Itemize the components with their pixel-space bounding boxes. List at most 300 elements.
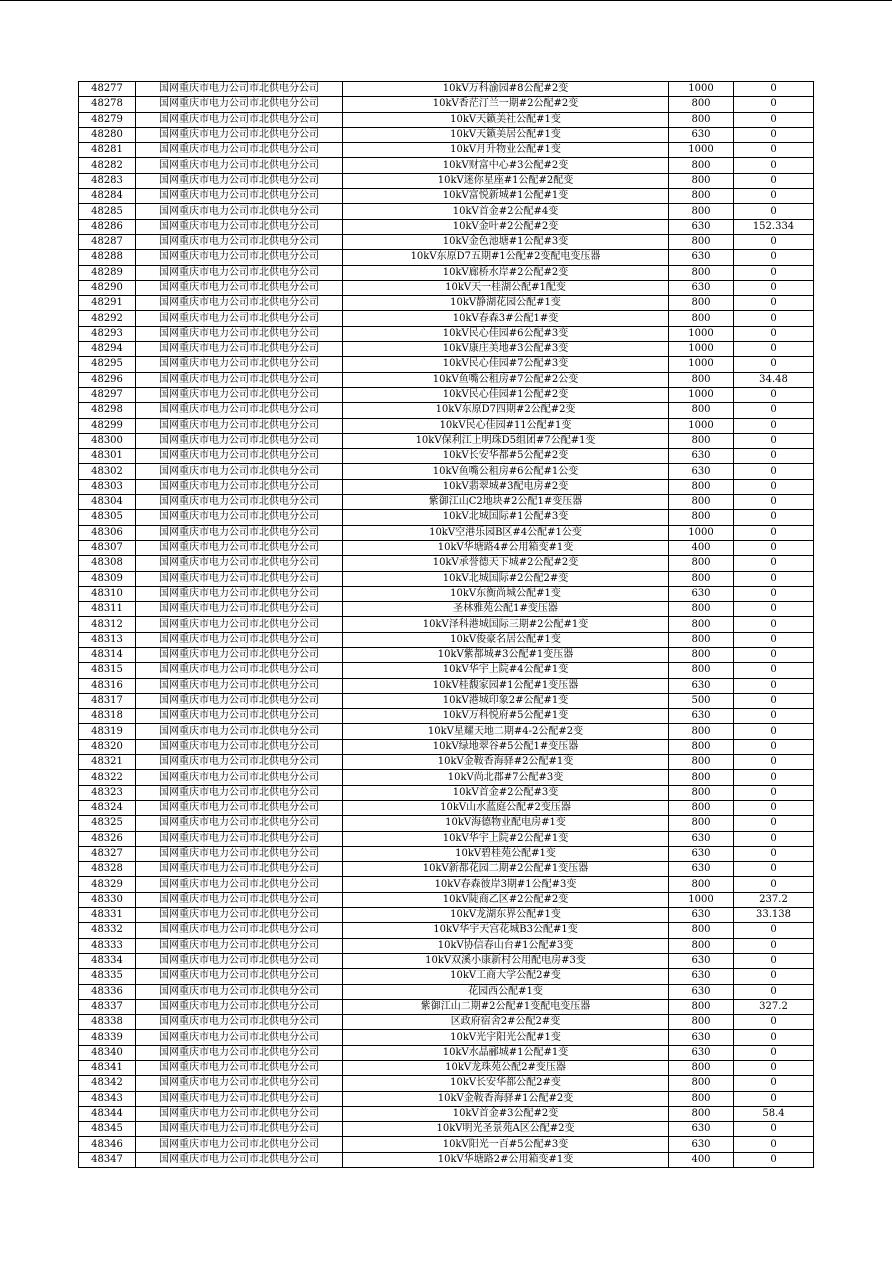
value-cell: 0	[734, 800, 814, 815]
transformer-name-cell: 10kV民心佳园#11公配#1变	[343, 418, 669, 433]
table-row	[79, 908, 814, 923]
value-cell: 152.334	[734, 219, 814, 234]
capacity-cell: 630	[669, 1030, 734, 1045]
row-id-cell: 48305	[79, 510, 136, 525]
capacity-cell: 500	[669, 693, 734, 708]
value-cell: 0	[734, 525, 814, 540]
transformer-name-cell: 10kV华宇上院#2公配#1变	[343, 831, 669, 846]
org-cell: 国网重庆市电力公司市北供电分公司	[136, 693, 343, 708]
org-cell: 国网重庆市电力公司市北供电分公司	[136, 219, 343, 234]
row-id-cell: 48294	[79, 342, 136, 357]
value-cell: 0	[734, 1045, 814, 1060]
org-cell: 国网重庆市电力公司市北供电分公司	[136, 556, 343, 571]
org-cell: 国网重庆市电力公司市北供电分公司	[136, 296, 343, 311]
transformer-name-cell: 10kV紫都城#3公配#1变压器	[343, 647, 669, 662]
table-row	[79, 739, 814, 754]
table-row	[79, 540, 814, 555]
row-id-cell: 48298	[79, 403, 136, 418]
table-row	[79, 510, 814, 525]
value-cell: 0	[734, 586, 814, 601]
value-cell: 0	[734, 158, 814, 173]
table-row	[79, 647, 814, 662]
table-row	[79, 831, 814, 846]
capacity-cell: 400	[669, 540, 734, 555]
org-cell: 国网重庆市电力公司市北供电分公司	[136, 540, 343, 555]
transformer-name-cell: 10kV长安华都#5公配#2变	[343, 449, 669, 464]
value-cell: 0	[734, 617, 814, 632]
transformer-name-cell: 10kV龙珠苑公配2#变压器	[343, 1061, 669, 1076]
org-cell: 国网重庆市电力公司市北供电分公司	[136, 816, 343, 831]
org-cell: 国网重庆市电力公司市北供电分公司	[136, 82, 343, 97]
table-row	[79, 755, 814, 770]
row-id-cell: 48319	[79, 724, 136, 739]
capacity-cell: 630	[669, 1137, 734, 1152]
transformer-name-cell: 10kV长安华都公配2#变	[343, 1076, 669, 1091]
transformer-name-cell: 10kV空港乐园B区#4公配#1公变	[343, 525, 669, 540]
org-cell: 国网重庆市电力公司市北供电分公司	[136, 464, 343, 479]
table-row	[79, 1076, 814, 1091]
org-cell: 国网重庆市电力公司市北供电分公司	[136, 1122, 343, 1137]
transformer-name-cell: 10kV华宇天宫花城B3公配#1变	[343, 923, 669, 938]
row-id-cell: 48318	[79, 709, 136, 724]
row-id-cell: 48340	[79, 1045, 136, 1060]
org-cell: 国网重庆市电力公司市北供电分公司	[136, 999, 343, 1014]
table-row	[79, 953, 814, 968]
value-cell: 0	[734, 1122, 814, 1137]
row-id-cell: 48306	[79, 525, 136, 540]
transformer-table	[78, 81, 814, 1168]
value-cell: 0	[734, 204, 814, 219]
capacity-cell: 800	[669, 158, 734, 173]
table-row	[79, 1152, 814, 1167]
capacity-cell: 800	[669, 755, 734, 770]
row-id-cell: 48344	[79, 1106, 136, 1121]
table-row	[79, 143, 814, 158]
org-cell: 国网重庆市电力公司市北供电分公司	[136, 785, 343, 800]
row-id-cell: 48303	[79, 479, 136, 494]
org-cell: 国网重庆市电力公司市北供电分公司	[136, 342, 343, 357]
transformer-name-cell: 10kV工商大学公配2#变	[343, 969, 669, 984]
table-row	[79, 204, 814, 219]
org-cell: 国网重庆市电力公司市北供电分公司	[136, 938, 343, 953]
org-cell: 国网重庆市电力公司市北供电分公司	[136, 1137, 343, 1152]
table-row	[79, 127, 814, 142]
row-id-cell: 48323	[79, 785, 136, 800]
org-cell: 国网重庆市电力公司市北供电分公司	[136, 1045, 343, 1060]
transformer-name-cell: 10kV新都花园二期#2公配#1变压器	[343, 862, 669, 877]
org-cell: 国网重庆市电力公司市北供电分公司	[136, 770, 343, 785]
value-cell: 0	[734, 189, 814, 204]
value-cell: 0	[734, 862, 814, 877]
org-cell: 国网重庆市电力公司市北供电分公司	[136, 387, 343, 402]
value-cell: 0	[734, 923, 814, 938]
value-cell: 0	[734, 296, 814, 311]
transformer-name-cell: 10kV华塘路4#公用箱变#1变	[343, 540, 669, 555]
transformer-name-cell: 10kV华宇上院#4公配#1变	[343, 663, 669, 678]
row-id-cell: 48332	[79, 923, 136, 938]
transformer-name-cell: 10kV迷你星座#1公配#2配变	[343, 173, 669, 188]
row-id-cell: 48316	[79, 678, 136, 693]
row-id-cell: 48299	[79, 418, 136, 433]
table-row	[79, 816, 814, 831]
row-id-cell: 48338	[79, 1015, 136, 1030]
capacity-cell: 800	[669, 311, 734, 326]
capacity-cell: 800	[669, 296, 734, 311]
capacity-cell: 800	[669, 816, 734, 831]
value-cell: 0	[734, 1015, 814, 1030]
capacity-cell: 800	[669, 785, 734, 800]
org-cell: 国网重庆市电力公司市北供电分公司	[136, 602, 343, 617]
value-cell: 327.2	[734, 999, 814, 1014]
value-cell: 0	[734, 632, 814, 647]
transformer-name-cell: 10kV首金#2公配#3变	[343, 785, 669, 800]
capacity-cell: 800	[669, 602, 734, 617]
capacity-cell: 630	[669, 127, 734, 142]
value-cell: 0	[734, 693, 814, 708]
table-row	[79, 387, 814, 402]
row-id-cell: 48345	[79, 1122, 136, 1137]
transformer-name-cell: 10kV鱼嘴公租房#7公配#2公变	[343, 372, 669, 387]
row-id-cell: 48279	[79, 112, 136, 127]
row-id-cell: 48335	[79, 969, 136, 984]
table-row	[79, 709, 814, 724]
row-id-cell: 48330	[79, 892, 136, 907]
value-cell: 0	[734, 250, 814, 265]
capacity-cell: 800	[669, 770, 734, 785]
table-row	[79, 632, 814, 647]
row-id-cell: 48283	[79, 173, 136, 188]
org-cell: 国网重庆市电力公司市北供电分公司	[136, 846, 343, 861]
transformer-name-cell: 10kV廊桥水岸#2公配#2变	[343, 265, 669, 280]
org-cell: 国网重庆市电力公司市北供电分公司	[136, 724, 343, 739]
value-cell: 58.4	[734, 1106, 814, 1121]
transformer-name-cell: 10kV北城国际#2公配2#变	[343, 571, 669, 586]
value-cell: 0	[734, 479, 814, 494]
org-cell: 国网重庆市电力公司市北供电分公司	[136, 1152, 343, 1167]
org-cell: 国网重庆市电力公司市北供电分公司	[136, 250, 343, 265]
capacity-cell: 630	[669, 1045, 734, 1060]
org-cell: 国网重庆市电力公司市北供电分公司	[136, 1076, 343, 1091]
capacity-cell: 800	[669, 189, 734, 204]
table-row	[79, 1045, 814, 1060]
capacity-cell: 630	[669, 908, 734, 923]
capacity-cell: 800	[669, 265, 734, 280]
transformer-name-cell: 10kV天一桂湖公配#1配变	[343, 280, 669, 295]
row-id-cell: 48313	[79, 632, 136, 647]
value-cell: 0	[734, 510, 814, 525]
transformer-name-cell: 10kV春森3#公配1#变	[343, 311, 669, 326]
transformer-name-cell: 10kV海德物业配电房#1变	[343, 816, 669, 831]
value-cell: 0	[734, 1091, 814, 1106]
row-id-cell: 48321	[79, 755, 136, 770]
capacity-cell: 1000	[669, 143, 734, 158]
transformer-name-cell: 10kV东衡尚城公配#1变	[343, 586, 669, 601]
transformer-name-cell: 10kV北城国际#1公配#3变	[343, 510, 669, 525]
capacity-cell: 800	[669, 234, 734, 249]
transformer-name-cell: 10kV翡翠城#3配电房#2变	[343, 479, 669, 494]
transformer-name-cell: 10kV静湖花园公配#1变	[343, 296, 669, 311]
row-id-cell: 48280	[79, 127, 136, 142]
capacity-cell: 630	[669, 969, 734, 984]
capacity-cell: 630	[669, 449, 734, 464]
table-row	[79, 846, 814, 861]
row-id-cell: 48295	[79, 357, 136, 372]
value-cell: 0	[734, 816, 814, 831]
table-row	[79, 173, 814, 188]
transformer-name-cell: 10kV龙湖东界公配#1变	[343, 908, 669, 923]
capacity-cell: 630	[669, 219, 734, 234]
capacity-cell: 800	[669, 1076, 734, 1091]
value-cell: 0	[734, 82, 814, 97]
org-cell: 国网重庆市电力公司市北供电分公司	[136, 143, 343, 158]
org-cell: 国网重庆市电力公司市北供电分公司	[136, 1030, 343, 1045]
row-id-cell: 48302	[79, 464, 136, 479]
transformer-name-cell: 10kV水晶郦城#1公配#1变	[343, 1045, 669, 1060]
org-cell: 国网重庆市电力公司市北供电分公司	[136, 449, 343, 464]
capacity-cell: 630	[669, 846, 734, 861]
row-id-cell: 48337	[79, 999, 136, 1014]
table-row	[79, 556, 814, 571]
row-id-cell: 48339	[79, 1030, 136, 1045]
capacity-cell: 800	[669, 923, 734, 938]
capacity-cell: 800	[669, 97, 734, 112]
transformer-name-cell: 10kV华塘路2#公用箱变#1变	[343, 1152, 669, 1167]
transformer-name-cell: 紫御江山C2地块#2公配1#变压器	[343, 495, 669, 510]
transformer-name-cell: 10kV万科渝园#8公配#2变	[343, 82, 669, 97]
org-cell: 国网重庆市电力公司市北供电分公司	[136, 617, 343, 632]
transformer-name-cell: 10kV桂馥家园#1公配#1变压器	[343, 678, 669, 693]
value-cell: 33.138	[734, 908, 814, 923]
org-cell: 国网重庆市电力公司市北供电分公司	[136, 1061, 343, 1076]
value-cell: 0	[734, 1061, 814, 1076]
org-cell: 国网重庆市电力公司市北供电分公司	[136, 311, 343, 326]
transformer-name-cell: 10kV金色池塘#1公配#3变	[343, 234, 669, 249]
value-cell: 0	[734, 556, 814, 571]
transformer-name-cell: 10kV尚北郡#7公配#3变	[343, 770, 669, 785]
capacity-cell: 630	[669, 984, 734, 999]
row-id-cell: 48282	[79, 158, 136, 173]
value-cell: 0	[734, 357, 814, 372]
value-cell: 0	[734, 724, 814, 739]
capacity-cell: 630	[669, 280, 734, 295]
value-cell: 0	[734, 495, 814, 510]
row-id-cell: 48309	[79, 571, 136, 586]
table-row	[79, 571, 814, 586]
org-cell: 国网重庆市电力公司市北供电分公司	[136, 265, 343, 280]
transformer-name-cell: 10kV山水蓝庭公配#2变压器	[343, 800, 669, 815]
value-cell: 0	[734, 571, 814, 586]
transformer-name-cell: 10kV陡商乙区#2公配#2变	[343, 892, 669, 907]
table-row	[79, 311, 814, 326]
transformer-name-cell: 10kV阳光一百#5公配#3变	[343, 1137, 669, 1152]
value-cell: 0	[734, 938, 814, 953]
value-cell: 0	[734, 387, 814, 402]
table-row	[79, 602, 814, 617]
transformer-name-cell: 10kV保利江上明珠D5组团#7公配#1变	[343, 433, 669, 448]
table-row	[79, 938, 814, 953]
transformer-name-cell: 10kV金鞍香海驿#1公配#2变	[343, 1091, 669, 1106]
row-id-cell: 48329	[79, 877, 136, 892]
org-cell: 国网重庆市电力公司市北供电分公司	[136, 953, 343, 968]
transformer-name-cell: 10kV鱼嘴公租房#6公配#1公变	[343, 464, 669, 479]
row-id-cell: 48292	[79, 311, 136, 326]
table-row	[79, 1030, 814, 1045]
row-id-cell: 48325	[79, 816, 136, 831]
row-id-cell: 48320	[79, 739, 136, 754]
value-cell: 0	[734, 755, 814, 770]
transformer-name-cell: 10kV东原D7四期#2公配#2变	[343, 403, 669, 418]
transformer-name-cell: 10kV富悦新城#1公配#1变	[343, 189, 669, 204]
row-id-cell: 48286	[79, 219, 136, 234]
row-id-cell: 48285	[79, 204, 136, 219]
org-cell: 国网重庆市电力公司市北供电分公司	[136, 923, 343, 938]
org-cell: 国网重庆市电力公司市北供电分公司	[136, 571, 343, 586]
table-row	[79, 265, 814, 280]
capacity-cell: 630	[669, 953, 734, 968]
capacity-cell: 800	[669, 372, 734, 387]
capacity-cell: 1000	[669, 525, 734, 540]
org-cell: 国网重庆市电力公司市北供电分公司	[136, 189, 343, 204]
capacity-cell: 800	[669, 800, 734, 815]
value-cell: 0	[734, 709, 814, 724]
page-top-border	[0, 0, 892, 1]
value-cell: 0	[734, 1137, 814, 1152]
org-cell: 国网重庆市电力公司市北供电分公司	[136, 127, 343, 142]
row-id-cell: 48289	[79, 265, 136, 280]
value-cell: 34.48	[734, 372, 814, 387]
value-cell: 0	[734, 678, 814, 693]
row-id-cell: 48296	[79, 372, 136, 387]
capacity-cell: 800	[669, 663, 734, 678]
org-cell: 国网重庆市电力公司市北供电分公司	[136, 158, 343, 173]
value-cell: 0	[734, 265, 814, 280]
capacity-cell: 800	[669, 204, 734, 219]
org-cell: 国网重庆市电力公司市北供电分公司	[136, 204, 343, 219]
value-cell: 0	[734, 1076, 814, 1091]
value-cell: 0	[734, 770, 814, 785]
table-row	[79, 923, 814, 938]
transformer-name-cell: 10kV天籁美社公配#1变	[343, 112, 669, 127]
table-row	[79, 250, 814, 265]
org-cell: 国网重庆市电力公司市北供电分公司	[136, 525, 343, 540]
table-row	[79, 1015, 814, 1030]
table-row	[79, 418, 814, 433]
row-id-cell: 48314	[79, 647, 136, 662]
value-cell: 0	[734, 1152, 814, 1167]
table-row	[79, 525, 814, 540]
value-cell: 0	[734, 280, 814, 295]
row-id-cell: 48326	[79, 831, 136, 846]
org-cell: 国网重庆市电力公司市北供电分公司	[136, 663, 343, 678]
value-cell: 0	[734, 739, 814, 754]
row-id-cell: 48290	[79, 280, 136, 295]
org-cell: 国网重庆市电力公司市北供电分公司	[136, 908, 343, 923]
row-id-cell: 48304	[79, 495, 136, 510]
capacity-cell: 630	[669, 464, 734, 479]
org-cell: 国网重庆市电力公司市北供电分公司	[136, 510, 343, 525]
table-row	[79, 800, 814, 815]
row-id-cell: 48327	[79, 846, 136, 861]
capacity-cell: 1000	[669, 387, 734, 402]
capacity-cell: 800	[669, 403, 734, 418]
row-id-cell: 48328	[79, 862, 136, 877]
table-row	[79, 112, 814, 127]
org-cell: 国网重庆市电力公司市北供电分公司	[136, 984, 343, 999]
transformer-name-cell: 10kV碧桂苑公配#1变	[343, 846, 669, 861]
row-id-cell: 48300	[79, 433, 136, 448]
row-id-cell: 48291	[79, 296, 136, 311]
transformer-name-cell: 圣林雅苑公配1#变压器	[343, 602, 669, 617]
transformer-name-cell: 10kV财富中心#3公配#2变	[343, 158, 669, 173]
row-id-cell: 48307	[79, 540, 136, 555]
capacity-cell: 800	[669, 877, 734, 892]
table-row	[79, 1122, 814, 1137]
capacity-cell: 400	[669, 1152, 734, 1167]
value-cell: 0	[734, 785, 814, 800]
org-cell: 国网重庆市电力公司市北供电分公司	[136, 433, 343, 448]
table-row	[79, 403, 814, 418]
row-id-cell: 48334	[79, 953, 136, 968]
transformer-name-cell: 10kV绿地翠谷#5公配1#变压器	[343, 739, 669, 754]
capacity-cell: 630	[669, 250, 734, 265]
org-cell: 国网重庆市电力公司市北供电分公司	[136, 739, 343, 754]
transformer-name-cell: 10kV首金#3公配#2变	[343, 1106, 669, 1121]
org-cell: 国网重庆市电力公司市北供电分公司	[136, 678, 343, 693]
capacity-cell: 1000	[669, 418, 734, 433]
transformer-name-cell: 10kV香茫汀兰一期#2公配#2变	[343, 97, 669, 112]
capacity-cell: 630	[669, 1122, 734, 1137]
table-row	[79, 877, 814, 892]
table-row	[79, 1106, 814, 1121]
table-row	[79, 479, 814, 494]
org-cell: 国网重庆市电力公司市北供电分公司	[136, 862, 343, 877]
value-cell: 0	[734, 969, 814, 984]
org-cell: 国网重庆市电力公司市北供电分公司	[136, 709, 343, 724]
org-cell: 国网重庆市电力公司市北供电分公司	[136, 173, 343, 188]
row-id-cell: 48333	[79, 938, 136, 953]
org-cell: 国网重庆市电力公司市北供电分公司	[136, 280, 343, 295]
capacity-cell: 800	[669, 556, 734, 571]
row-id-cell: 48315	[79, 663, 136, 678]
org-cell: 国网重庆市电力公司市北供电分公司	[136, 418, 343, 433]
transformer-name-cell: 10kV天籁美居公配#1变	[343, 127, 669, 142]
value-cell: 0	[734, 311, 814, 326]
org-cell: 国网重庆市电力公司市北供电分公司	[136, 1106, 343, 1121]
table-row	[79, 1091, 814, 1106]
table-row	[79, 97, 814, 112]
row-id-cell: 48343	[79, 1091, 136, 1106]
value-cell: 0	[734, 540, 814, 555]
transformer-name-cell: 区政府宿舍2#公配2#变	[343, 1015, 669, 1030]
transformer-name-cell: 10kV泽科港城国际三期#2公配#1变	[343, 617, 669, 632]
table-row	[79, 785, 814, 800]
capacity-cell: 1000	[669, 357, 734, 372]
value-cell: 0	[734, 602, 814, 617]
org-cell: 国网重庆市电力公司市北供电分公司	[136, 877, 343, 892]
org-cell: 国网重庆市电力公司市北供电分公司	[136, 586, 343, 601]
table-body	[79, 82, 814, 1168]
row-id-cell: 48341	[79, 1061, 136, 1076]
value-cell: 237.2	[734, 892, 814, 907]
transformer-name-cell: 10kV东原D7五期#1公配#2变配电变压器	[343, 250, 669, 265]
transformer-name-cell: 10kV俊豪名居公配#1变	[343, 632, 669, 647]
table-row	[79, 617, 814, 632]
row-id-cell: 48288	[79, 250, 136, 265]
capacity-cell: 800	[669, 632, 734, 647]
row-id-cell: 48281	[79, 143, 136, 158]
transformer-name-cell: 紫御江山二期#2公配#1变配电变压器	[343, 999, 669, 1014]
table-row	[79, 724, 814, 739]
